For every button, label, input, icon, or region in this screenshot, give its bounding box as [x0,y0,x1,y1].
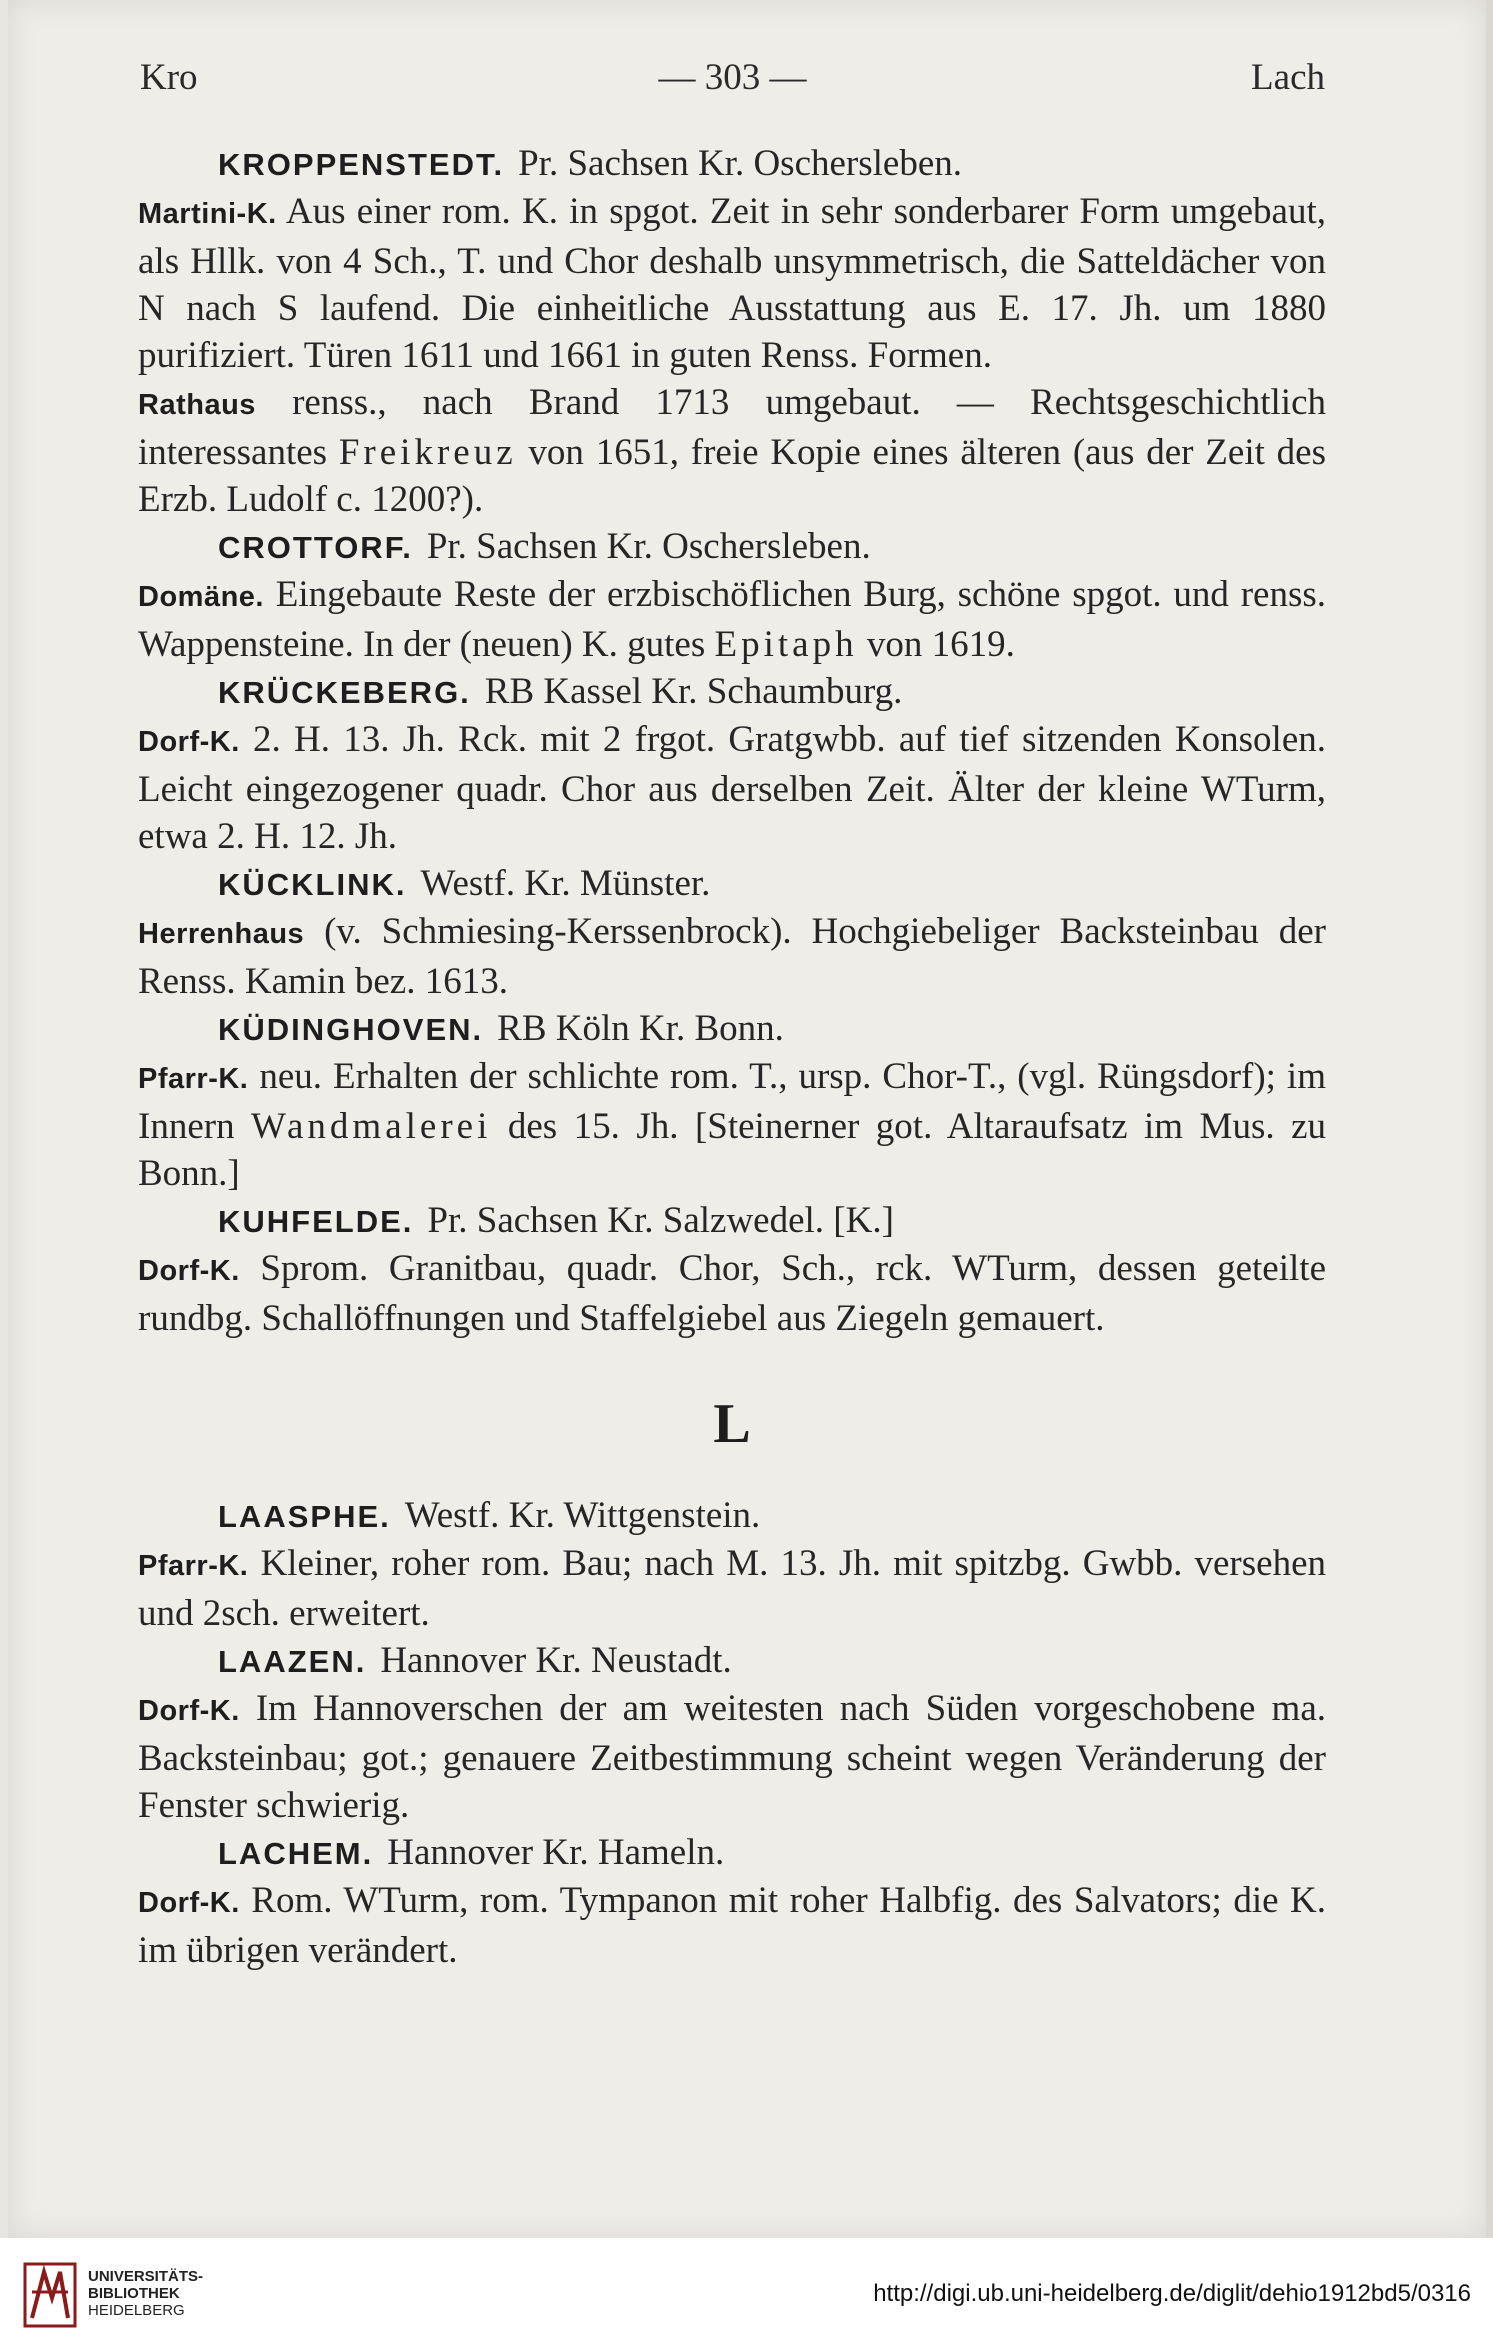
paragraph-text: Rom. WTurm, rom. Tympanon mit roher Halbfig. des Salvators; die K. im übrigen verändert. [138,1880,1326,1971]
building-label: Dorf-K. [138,1695,240,1727]
building-label: Dorf-K. [138,1887,240,1919]
place-region: Hannover Kr. Hameln. [387,1832,725,1873]
building-label: Pfarr-K. [138,1063,249,1095]
entry-paragraph [138,188,1326,379]
entry-paragraph [138,1053,1326,1197]
library-name-line: UNIVERSITÄTS- [88,2268,204,2285]
place-region: Hannover Kr. Neustadt. [380,1640,732,1681]
running-head-right: Lach [1251,57,1325,98]
place-name: CROTTORF. [218,530,413,565]
building-label: Dorf-K. [138,1255,240,1287]
paragraph-text: von 1651, freie Kopie eines älteren (aus der Zeit des Erzb. Ludolf c. 1200?). [138,432,1326,520]
place-name: KRÜCKEBERG. [218,675,471,710]
entry-paragraph [138,716,1326,860]
paragraph-text: 2. H. 13. Jh. Rck. mit 2 frgot. Gratgwbb. auf tief sitzenden Konsolen. Leicht eingezogener quadr. Chor aus derselben Zeit. Älter der kleine WTurm, etwa 2. H. 12. Jh. [138,719,1326,857]
place-region: Pr. Sachsen Kr. Oschersleben. [426,526,871,567]
building-label: Pfarr-K. [138,1550,249,1582]
paragraph-text: von 1619. [857,624,1015,665]
place-region: Westf. Kr. Münster. [420,863,711,904]
place-region: Pr. Sachsen Kr. Oschersleben. [518,143,963,184]
place-name: KÜCKLINK. [218,867,407,902]
entry-paragraph [138,1540,1326,1637]
building-label: Dorf-K. [138,726,240,758]
building-label: Martini-K. [138,198,277,230]
place-name: KÜDINGHOVEN. [218,1012,484,1047]
entry-paragraph [138,379,1326,523]
entry-heading [138,523,1326,571]
entry-paragraph [138,908,1326,1005]
place-name: LACHEM. [218,1836,374,1871]
place-region: RB Kassel Kr. Schaumburg. [484,671,903,712]
library-name [88,2268,203,2319]
section-letter: L [713,1393,751,1455]
paragraph-text: Kleiner, roher rom. Bau; nach M. 13. Jh. mit spitzbg. Gwbb. versehen und 2sch. erweitert. [138,1543,1326,1634]
page-number: — 303 — [658,57,807,98]
university-library-logo-icon [22,2258,78,2330]
footer-bar [0,2238,1493,2352]
library-name-line: HEIDELBERG [88,2302,185,2319]
entry-paragraph [138,1685,1326,1829]
paragraph-text: renss., nach Brand 1713 umgebaut. — Rechtsgeschichtlich interessantes [138,382,1326,473]
place-region: Pr. Sachsen Kr. Salzwedel. [K.] [427,1200,894,1241]
place-name: LAAZEN. [218,1644,367,1679]
entry-heading [138,1492,1326,1540]
place-region: Westf. Kr. Wittgenstein. [404,1495,761,1536]
entry-heading [138,1637,1326,1685]
spaced-term: Freikreuz [338,432,517,473]
building-label: Rathaus [138,389,256,421]
entry-paragraph [138,1245,1326,1342]
running-head-left: Kro [140,57,198,98]
entry-heading [138,1829,1326,1877]
paragraph-text: Aus einer rom. K. in spgot. Zeit in sehr sonderbarer Form umgebaut, als Hllk. von 4 Sch., T. und Chor deshalb unsymmetrisch, die Satteldächer von N nach S laufend. Die einheitliche Ausstattung aus E. 17. Jh. um 1880 purifiziert. Türen 1611 und 1661 in guten Renss. Formen. [138,191,1326,376]
paragraph-text: neu. Erhalten der schlichte rom. T., ursp. Chor-T., (vgl. Rüngsdorf); im Innern [138,1056,1326,1147]
source-url-link[interactable]: http://digi.ub.uni-heidelberg.de/diglit/dehio1912bd5/0316 [873,2280,1471,2307]
paragraph-text: Eingebaute Reste der erzbischöflichen Burg, schöne spgot. und renss. Wappensteine. In der (neuen) K. gutes [138,574,1326,665]
place-name: KROPPENSTEDT. [218,147,505,182]
building-label: Herrenhaus [138,918,305,950]
entry-heading [138,1197,1326,1245]
entry-heading [138,140,1326,188]
paragraph-text: Sprom. Granitbau, quadr. Chor, Sch., rck. WTurm, dessen geteilte rundbg. Schallöffnungen und Staffelgiebel aus Ziegeln gemauert. [138,1248,1326,1339]
spaced-term: Epitaph [714,624,858,665]
paragraph-text: Im Hannoverschen der am weitesten nach Süden vorgeschobene ma. Backsteinbau; got.; genauere Zeitbestimmung scheint wegen Veränderung der Fenster schwierig. [138,1688,1326,1826]
entry-paragraph [138,571,1326,668]
library-name-line: BIBLIOTHEK [88,2285,180,2302]
paragraph-text: des 15. Jh. [Steinerner got. Altaraufsatz im Mus. zu Bonn.] [138,1106,1326,1194]
place-name: KUHFELDE. [218,1204,414,1239]
entry-heading [138,860,1326,908]
page-content [138,140,1326,1974]
entry-paragraph [138,1877,1326,1974]
spaced-term: Wandmalerei [251,1106,492,1147]
running-head [140,56,1325,106]
place-region: RB Köln Kr. Bonn. [497,1008,784,1049]
place-name: LAASPHE. [218,1499,391,1534]
page-edge [1486,0,1493,2238]
building-label: Domäne. [138,581,264,613]
entry-heading [138,1005,1326,1053]
paragraph-text: (v. Schmiesing-Kerssenbrock). Hochgiebeliger Backsteinbau der Renss. Kamin bez. 1613. [138,911,1326,1002]
entry-heading [138,668,1326,716]
